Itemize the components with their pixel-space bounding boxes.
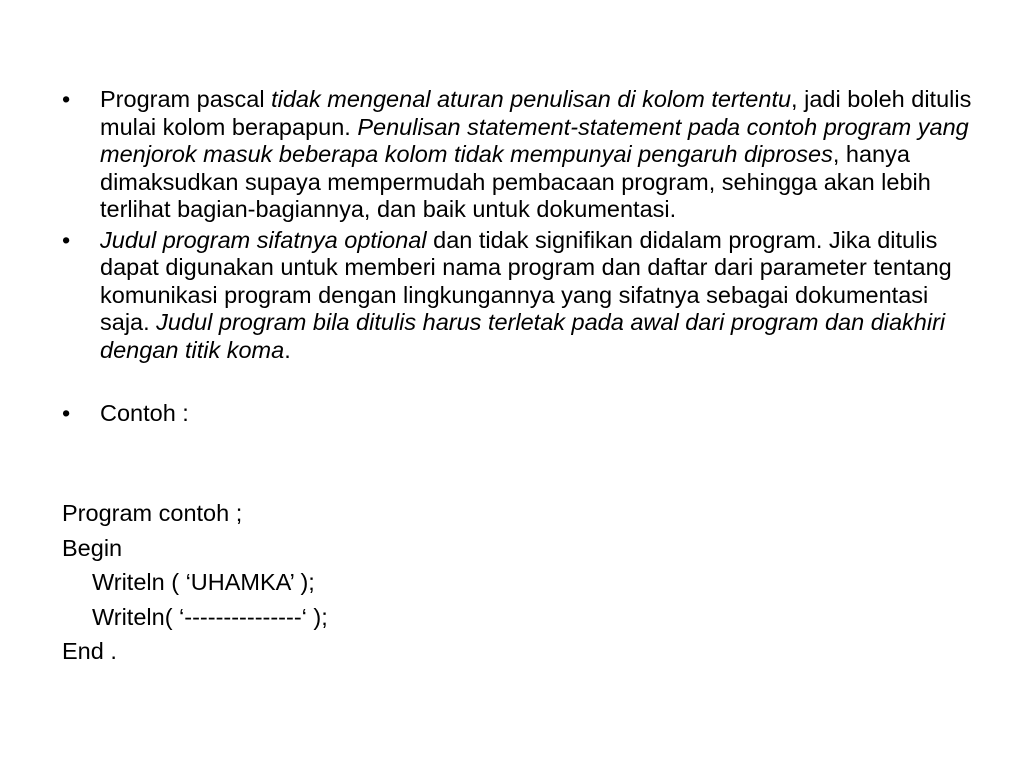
bullet-dot: •	[62, 86, 71, 112]
bullet-item-judul	[62, 227, 972, 365]
text-segment: , jadi boleh ditulis mulai kolom berapapun.	[100, 86, 972, 140]
bullet-item-penulisan	[62, 86, 972, 224]
bullet-item-contoh	[62, 400, 972, 428]
italic-segment: tidak mengenal aturan penulisan di kolom tertentu	[271, 86, 792, 112]
italic-segment: Judul program bila ditulis harus terletak pada awal dari program dan diakhiri dengan titik koma	[100, 309, 946, 363]
bullet-text: Contoh :	[100, 400, 189, 426]
italic-segment: Judul program sifatnya optional	[100, 226, 427, 253]
code-example	[62, 496, 328, 669]
code-line-program: Program contoh ;	[62, 500, 243, 526]
bullet-dot: •	[62, 400, 71, 426]
bullet-dot: •	[62, 226, 71, 253]
spacer	[62, 367, 972, 397]
text-segment: dan tidak signifikan didalam program. Jika ditulis dapat digunakan untuk memberi nama program dan daftar dari parameter tentang komunikasi program dengan lingkungannya yang sifatnya sebagai dokumentasi saja.	[100, 226, 952, 335]
code-line-writeln-dashes: Writeln( ‘---------------‘ );	[92, 603, 328, 630]
code-line-begin: Begin	[62, 534, 123, 561]
text-segment: Program pascal	[100, 86, 272, 112]
italic-segment: Penulisan statement-statement pada contoh program yang menjorok masuk beberapa kolom tidak mempunyai pengaruh diproses	[100, 113, 969, 167]
code-line-writeln-uhamka: Writeln ( ‘UHAMKA’ );	[92, 569, 315, 595]
bullet-text	[100, 86, 971, 222]
bullet-list	[62, 86, 972, 431]
code-line-end: End .	[62, 638, 117, 664]
text-segment: , hanya dimaksudkan supaya mempermudah pembacaan program, sehingga akan lebih terlihat bagian-bagiannya, dan baik untuk dokumentasi.	[100, 141, 931, 222]
bullet-text	[100, 227, 952, 363]
text-segment: .	[284, 336, 291, 363]
